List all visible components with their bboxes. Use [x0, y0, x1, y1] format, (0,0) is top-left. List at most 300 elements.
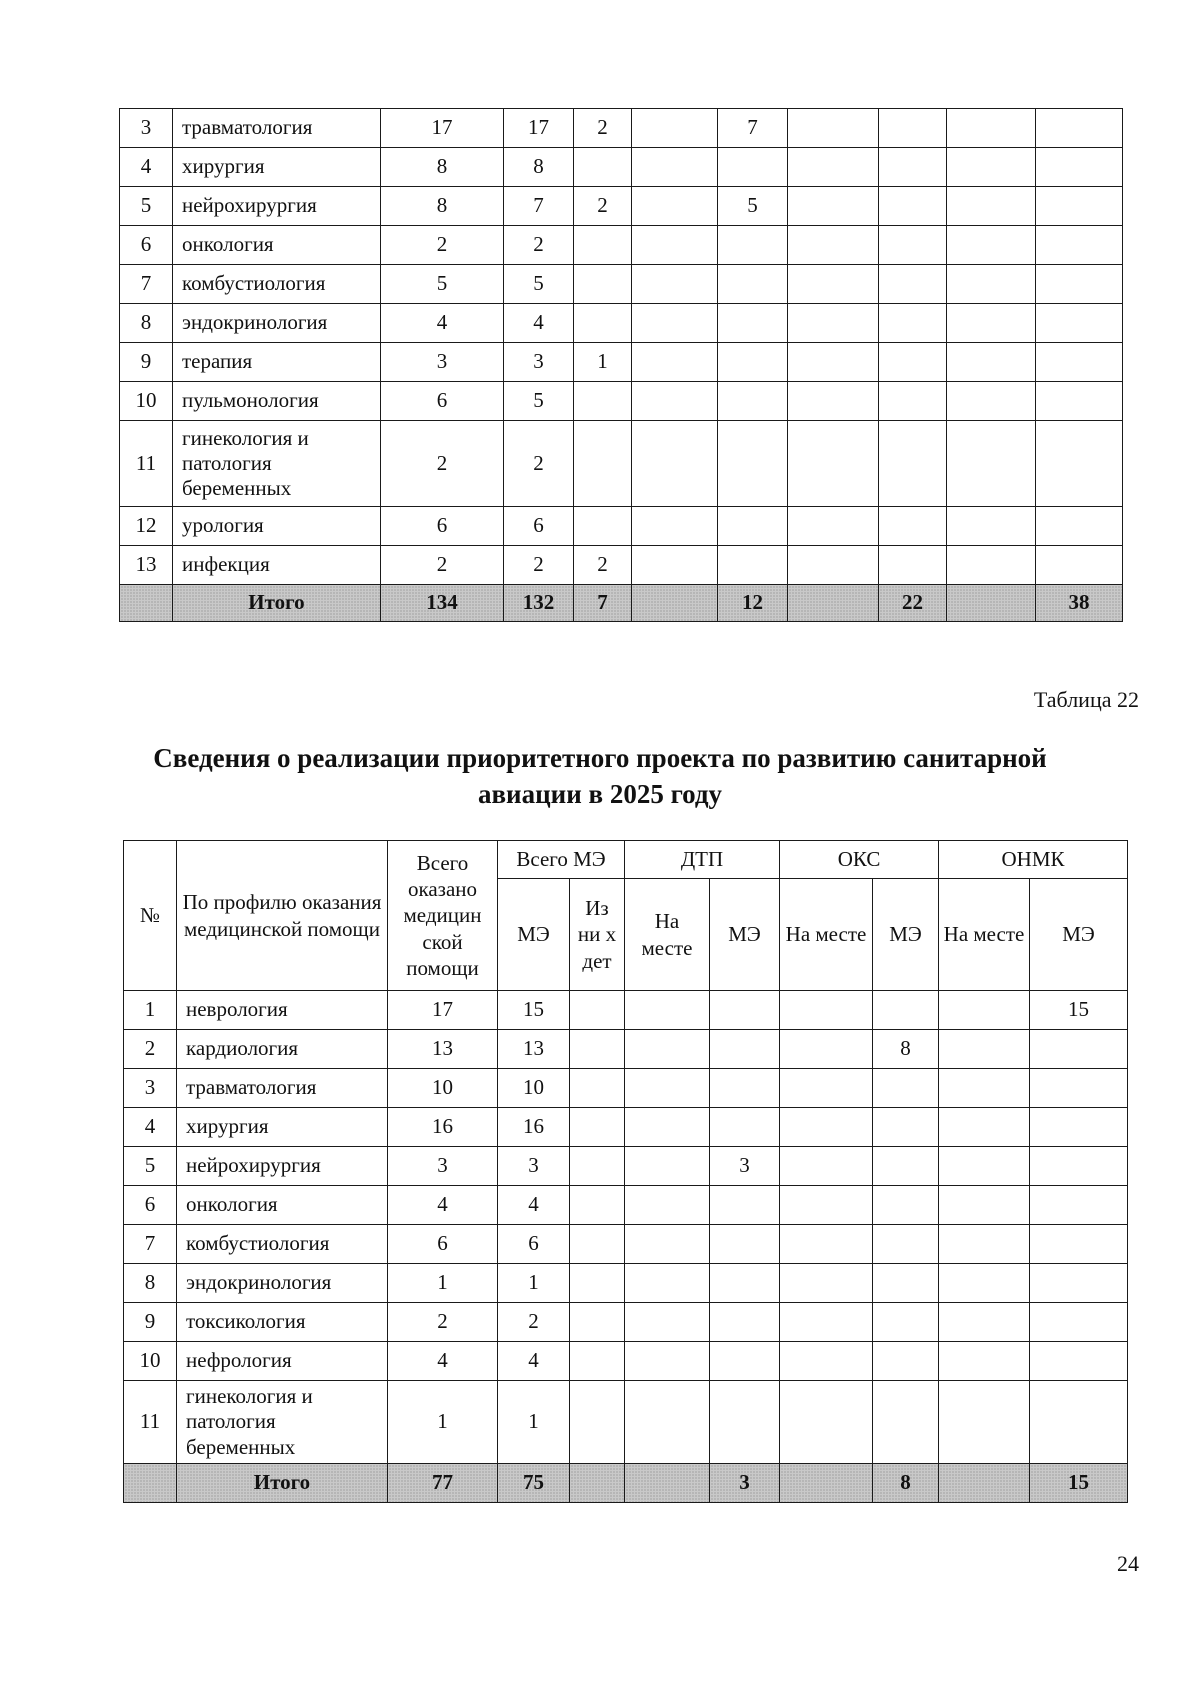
table-cell [632, 343, 718, 382]
row-number: 1 [124, 991, 177, 1030]
row-profile: гинекология и патология беременных [177, 1381, 388, 1464]
table-cell [1036, 148, 1123, 187]
table-cell: 2 [388, 1303, 498, 1342]
table-cell: 2 [498, 1303, 570, 1342]
row-number: 3 [124, 1069, 177, 1108]
table-cell [632, 226, 718, 265]
table-cell [939, 1342, 1030, 1381]
row-number: 5 [124, 1147, 177, 1186]
table-cell [718, 546, 788, 585]
total-label: Итого [173, 585, 381, 622]
table-cell [873, 1225, 939, 1264]
table-cell [788, 421, 879, 507]
table-cell: 16 [388, 1108, 498, 1147]
table-cell [710, 1225, 780, 1264]
table-cell [788, 382, 879, 421]
header-onmk-me: МЭ [1030, 879, 1128, 991]
header-onmk: ОНМК [939, 841, 1128, 879]
table-cell: 4 [388, 1342, 498, 1381]
row-number: 9 [124, 1303, 177, 1342]
table-cell: 6 [381, 382, 504, 421]
table-cell: 7 [504, 187, 574, 226]
row-number: 13 [120, 546, 173, 585]
table-cell: 8 [504, 148, 574, 187]
table-cell: 8 [873, 1030, 939, 1069]
table-cell: 3 [710, 1147, 780, 1186]
table-cell: 1 [388, 1381, 498, 1464]
table-cell [632, 109, 718, 148]
table-cell [632, 382, 718, 421]
table-cell [1030, 1147, 1128, 1186]
table-cell [939, 1147, 1030, 1186]
table-cell [947, 226, 1036, 265]
total-label: Итого [177, 1464, 388, 1503]
header-dtp: ДТП [625, 841, 780, 879]
table-cell [1036, 343, 1123, 382]
row-profile: комбустиология [177, 1225, 388, 1264]
table-cell [1036, 546, 1123, 585]
page-title [90, 740, 1110, 813]
table-continued [119, 108, 1123, 622]
total-cell [625, 1464, 710, 1503]
table-row [120, 304, 1123, 343]
table-cell [574, 265, 632, 304]
table-cell: 1 [498, 1264, 570, 1303]
table-cell: 2 [504, 546, 574, 585]
table-cell [1036, 109, 1123, 148]
table-cell [879, 343, 947, 382]
table-cell [1030, 1303, 1128, 1342]
table-cell [625, 1030, 710, 1069]
table-cell [570, 1069, 625, 1108]
table-row [120, 343, 1123, 382]
table-cell [947, 507, 1036, 546]
table-row [124, 1303, 1128, 1342]
total-cell [124, 1464, 177, 1503]
table-cell [625, 1186, 710, 1225]
total-cell [947, 585, 1036, 622]
total-row [120, 585, 1123, 622]
table-row [124, 1225, 1128, 1264]
table-cell [879, 304, 947, 343]
row-number: 8 [124, 1264, 177, 1303]
table-cell [710, 1381, 780, 1464]
table-row [120, 226, 1123, 265]
total-cell: 15 [1030, 1464, 1128, 1503]
table-cell: 2 [574, 109, 632, 148]
table-cell: 6 [504, 507, 574, 546]
table-cell [574, 304, 632, 343]
table-cell: 1 [498, 1381, 570, 1464]
row-profile: инфекция [173, 546, 381, 585]
table-cell [879, 421, 947, 507]
table-cell [939, 1069, 1030, 1108]
row-number: 11 [120, 421, 173, 507]
table-row [120, 265, 1123, 304]
table-cell [939, 1186, 1030, 1225]
table-cell [570, 1381, 625, 1464]
table-cell [1036, 507, 1123, 546]
table-cell [947, 546, 1036, 585]
table-cell [879, 109, 947, 148]
table-cell: 5 [718, 187, 788, 226]
table-cell [1030, 1069, 1128, 1108]
table-cell: 17 [388, 991, 498, 1030]
table-cell [1030, 1342, 1128, 1381]
row-profile: неврология [177, 991, 388, 1030]
table-cell: 5 [381, 265, 504, 304]
table-row [124, 1069, 1128, 1108]
table-cell: 15 [498, 991, 570, 1030]
table-cell [1030, 1381, 1128, 1464]
table-row [124, 1030, 1128, 1069]
table-cell: 2 [574, 187, 632, 226]
header-profile: По профилю оказания медицинской помощи [177, 841, 388, 991]
header-oks-me: МЭ [873, 879, 939, 991]
row-profile: гинекология и патология беременных [173, 421, 381, 507]
table-cell [570, 1303, 625, 1342]
header-oks-on-site: На месте [780, 879, 873, 991]
table-cell [632, 304, 718, 343]
table-cell [1036, 382, 1123, 421]
total-cell: 12 [718, 585, 788, 622]
table-cell [788, 343, 879, 382]
table-cell: 2 [381, 226, 504, 265]
table-row [124, 1147, 1128, 1186]
total-cell [788, 585, 879, 622]
table-cell [788, 226, 879, 265]
table-row [120, 187, 1123, 226]
header-children: Из ни х дет [570, 879, 625, 991]
table-row [124, 1186, 1128, 1225]
table-cell [632, 421, 718, 507]
row-profile: эндокринология [173, 304, 381, 343]
table-row [120, 148, 1123, 187]
row-number: 2 [124, 1030, 177, 1069]
table-cell [873, 1147, 939, 1186]
table-cell [718, 226, 788, 265]
title-line-2: авиации в 2025 году [477, 779, 723, 810]
table-cell: 8 [381, 187, 504, 226]
row-profile: хирургия [173, 148, 381, 187]
table-cell [879, 382, 947, 421]
table-cell: 13 [498, 1030, 570, 1069]
table-cell [947, 304, 1036, 343]
table-cell: 4 [381, 304, 504, 343]
header-num: № [124, 841, 177, 991]
table-cell [570, 991, 625, 1030]
table-cell [939, 1225, 1030, 1264]
table-cell [939, 1381, 1030, 1464]
table-cell [570, 1225, 625, 1264]
table-cell [947, 382, 1036, 421]
table-cell [710, 1303, 780, 1342]
table-cell: 10 [498, 1069, 570, 1108]
row-number: 3 [120, 109, 173, 148]
table-cell: 5 [504, 382, 574, 421]
table-cell [780, 1147, 873, 1186]
table-cell [873, 1108, 939, 1147]
table-cell: 1 [574, 343, 632, 382]
table-row [124, 1381, 1128, 1464]
row-profile: комбустиология [173, 265, 381, 304]
table-cell [710, 991, 780, 1030]
table-cell [625, 1381, 710, 1464]
table-cell [625, 1264, 710, 1303]
table-cell [879, 546, 947, 585]
row-number: 8 [120, 304, 173, 343]
table-cell [1030, 1186, 1128, 1225]
row-number: 4 [124, 1108, 177, 1147]
table-cell: 7 [718, 109, 788, 148]
table-cell [780, 1108, 873, 1147]
row-number: 11 [124, 1381, 177, 1464]
table-cell: 6 [498, 1225, 570, 1264]
table-row [120, 421, 1123, 507]
table-cell [1030, 1225, 1128, 1264]
total-cell: 75 [498, 1464, 570, 1503]
row-profile: урология [173, 507, 381, 546]
table-cell [947, 421, 1036, 507]
table-cell [710, 1186, 780, 1225]
total-row [124, 1464, 1128, 1503]
row-number: 9 [120, 343, 173, 382]
row-profile: травматология [173, 109, 381, 148]
table-cell [879, 148, 947, 187]
table-cell: 8 [381, 148, 504, 187]
table-cell [1036, 421, 1123, 507]
table-cell [947, 109, 1036, 148]
table-cell [947, 265, 1036, 304]
table-row [120, 546, 1123, 585]
table-cell [632, 265, 718, 304]
table-cell [710, 1030, 780, 1069]
table-row [120, 507, 1123, 546]
table-cell: 3 [504, 343, 574, 382]
table-cell [625, 1342, 710, 1381]
total-cell [120, 585, 173, 622]
table-cell [625, 1303, 710, 1342]
row-profile: нейрохирургия [173, 187, 381, 226]
header-total-help: Всего оказано медицин ской помощи [388, 841, 498, 991]
row-number: 12 [120, 507, 173, 546]
table-cell [780, 1186, 873, 1225]
table-cell [710, 1342, 780, 1381]
table-cell [873, 1342, 939, 1381]
total-cell: 134 [381, 585, 504, 622]
table-cell: 10 [388, 1069, 498, 1108]
table-cell: 15 [1030, 991, 1128, 1030]
row-number: 5 [120, 187, 173, 226]
table-cell: 3 [388, 1147, 498, 1186]
table-cell [939, 1264, 1030, 1303]
row-number: 10 [120, 382, 173, 421]
table-cell [1036, 304, 1123, 343]
aviation-table [123, 840, 1128, 1503]
table-cell: 4 [498, 1342, 570, 1381]
table-cell: 17 [381, 109, 504, 148]
table-cell [570, 1108, 625, 1147]
row-profile: хирургия [177, 1108, 388, 1147]
row-profile: онкология [177, 1186, 388, 1225]
total-cell: 38 [1036, 585, 1123, 622]
table-body [120, 109, 1123, 622]
table-cell [625, 991, 710, 1030]
total-cell [780, 1464, 873, 1503]
table-cell [873, 1069, 939, 1108]
table-cell [780, 1069, 873, 1108]
table-cell [879, 265, 947, 304]
table-cell: 4 [504, 304, 574, 343]
row-profile: кардиология [177, 1030, 388, 1069]
table-cell [625, 1225, 710, 1264]
table-cell [570, 1264, 625, 1303]
table-cell [780, 1342, 873, 1381]
table-cell [879, 226, 947, 265]
table-cell [570, 1147, 625, 1186]
table-cell [1030, 1264, 1128, 1303]
total-cell: 7 [574, 585, 632, 622]
table-cell [1036, 226, 1123, 265]
table-cell [873, 991, 939, 1030]
table-cell: 4 [498, 1186, 570, 1225]
table-cell [574, 148, 632, 187]
table-cell [625, 1147, 710, 1186]
row-profile: эндокринология [177, 1264, 388, 1303]
row-profile: нефрология [177, 1342, 388, 1381]
table-cell [632, 187, 718, 226]
table-cell [718, 507, 788, 546]
table-row [120, 109, 1123, 148]
table-cell [879, 187, 947, 226]
table-cell [873, 1186, 939, 1225]
header-onmk-on-site: На месте [939, 879, 1030, 991]
row-profile: онкология [173, 226, 381, 265]
table-cell [780, 1381, 873, 1464]
table-cell [718, 382, 788, 421]
table-cell [574, 421, 632, 507]
table-cell [947, 148, 1036, 187]
row-profile: терапия [173, 343, 381, 382]
table-cell [570, 1342, 625, 1381]
table-cell [574, 226, 632, 265]
table-cell [780, 1030, 873, 1069]
table-cell [718, 265, 788, 304]
table-cell: 17 [504, 109, 574, 148]
page-number: 24 [1117, 1551, 1139, 1576]
table-cell [788, 507, 879, 546]
table-cell [947, 187, 1036, 226]
table-cell [570, 1030, 625, 1069]
table-row [124, 1264, 1128, 1303]
total-cell [632, 585, 718, 622]
table-cell [788, 304, 879, 343]
table-cell: 1 [388, 1264, 498, 1303]
table-cell: 6 [381, 507, 504, 546]
table-cell [780, 1225, 873, 1264]
table-cell [939, 991, 1030, 1030]
row-number: 6 [124, 1186, 177, 1225]
table-cell [788, 265, 879, 304]
table-cell [718, 304, 788, 343]
table-cell [1036, 187, 1123, 226]
row-number: 4 [120, 148, 173, 187]
table-cell [632, 148, 718, 187]
row-profile: токсикология [177, 1303, 388, 1342]
table-cell [788, 546, 879, 585]
total-cell: 22 [879, 585, 947, 622]
table-cell [939, 1108, 1030, 1147]
table-cell [718, 148, 788, 187]
table-cell: 2 [574, 546, 632, 585]
table-cell: 4 [388, 1186, 498, 1225]
table-cell: 2 [504, 226, 574, 265]
header-dtp-on-site: На месте [625, 879, 710, 991]
table-cell [574, 382, 632, 421]
table-cell [625, 1069, 710, 1108]
table-cell [625, 1108, 710, 1147]
header-oks: ОКС [780, 841, 939, 879]
table-cell [710, 1069, 780, 1108]
table-cell [570, 1186, 625, 1225]
table-cell [1030, 1030, 1128, 1069]
row-number: 10 [124, 1342, 177, 1381]
table-row [124, 1342, 1128, 1381]
table-cell [574, 507, 632, 546]
table-label: Таблица 22 [1033, 687, 1139, 712]
table-header [124, 841, 1128, 991]
table-row [124, 1108, 1128, 1147]
row-number: 6 [120, 226, 173, 265]
table-cell: 6 [388, 1225, 498, 1264]
table-cell [632, 507, 718, 546]
total-cell: 8 [873, 1464, 939, 1503]
table-cell [939, 1030, 1030, 1069]
header-total-me: Всего МЭ [498, 841, 625, 879]
table-cell: 2 [504, 421, 574, 507]
total-cell: 3 [710, 1464, 780, 1503]
table-cell [879, 507, 947, 546]
total-cell: 77 [388, 1464, 498, 1503]
table-cell [710, 1108, 780, 1147]
table-cell: 13 [388, 1030, 498, 1069]
table-cell [1030, 1108, 1128, 1147]
table-cell [788, 148, 879, 187]
table-body [124, 991, 1128, 1503]
table-cell [632, 546, 718, 585]
table-cell: 5 [504, 265, 574, 304]
header-dtp-me: МЭ [710, 879, 780, 991]
row-number: 7 [120, 265, 173, 304]
row-profile: пульмонология [173, 382, 381, 421]
table-cell [873, 1381, 939, 1464]
table-cell [788, 187, 879, 226]
table-cell [780, 1264, 873, 1303]
total-cell [939, 1464, 1030, 1503]
table-row [120, 382, 1123, 421]
table-cell: 16 [498, 1108, 570, 1147]
table-row [124, 991, 1128, 1030]
table-cell [780, 991, 873, 1030]
table-cell [780, 1303, 873, 1342]
table-cell [710, 1264, 780, 1303]
table-cell [788, 109, 879, 148]
table-cell [873, 1264, 939, 1303]
total-cell: 132 [504, 585, 574, 622]
table-cell [1036, 265, 1123, 304]
total-cell [570, 1464, 625, 1503]
row-profile: нейрохирургия [177, 1147, 388, 1186]
